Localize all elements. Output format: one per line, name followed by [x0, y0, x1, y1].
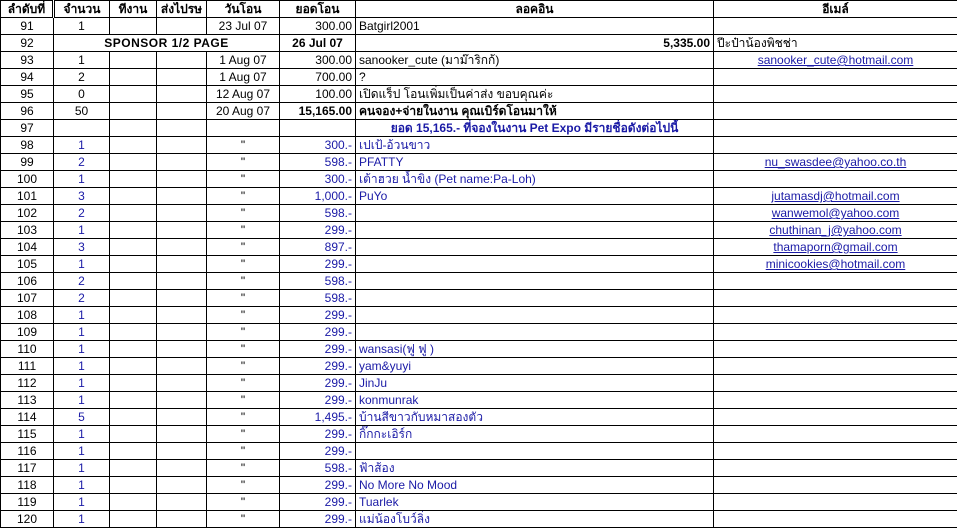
- cell-login[interactable]: Tuarlek: [356, 494, 714, 511]
- cell-no[interactable]: 107: [1, 290, 54, 307]
- cell-login[interactable]: เปเป้-อ้วนขาว: [356, 137, 714, 154]
- cell-login[interactable]: Batgirl2001: [356, 18, 714, 35]
- cell-email[interactable]: [714, 477, 957, 494]
- cell-login[interactable]: sanooker_cute (มาม๊าริกก้): [356, 52, 714, 69]
- cell-qty[interactable]: 1: [54, 137, 110, 154]
- cell-post[interactable]: [157, 324, 207, 341]
- cell-login[interactable]: [356, 290, 714, 307]
- cell-email[interactable]: [714, 307, 957, 324]
- cell-post[interactable]: [157, 494, 207, 511]
- cell-date[interactable]: ": [207, 324, 280, 341]
- cell-email[interactable]: chuthinan_j@yahoo.com: [714, 222, 957, 239]
- cell-email[interactable]: sanooker_cute@hotmail.com: [714, 52, 957, 69]
- table-row: [1, 188, 957, 205]
- table-row: [1, 511, 957, 528]
- cell-booth[interactable]: [110, 222, 157, 239]
- cell-amount[interactable]: 598.-: [280, 205, 356, 222]
- cell-login[interactable]: ปีะป๋าน้องพิชช่า: [714, 35, 957, 52]
- cell-booth[interactable]: [110, 52, 157, 69]
- cell-date[interactable]: ": [207, 494, 280, 511]
- cell-post[interactable]: [157, 103, 207, 120]
- header-login[interactable]: ลอคอิน: [356, 1, 714, 18]
- cell-amount[interactable]: 100.00: [280, 86, 356, 103]
- cell-qty[interactable]: 1: [54, 460, 110, 477]
- cell-no[interactable]: 118: [1, 477, 54, 494]
- cell-booth[interactable]: [110, 120, 157, 137]
- cell-no[interactable]: 100: [1, 171, 54, 188]
- cell-login[interactable]: PFATTY: [356, 154, 714, 171]
- cell-qty[interactable]: 2: [54, 205, 110, 222]
- cell-email[interactable]: [714, 358, 957, 375]
- cell-post[interactable]: [157, 171, 207, 188]
- cell-post[interactable]: [157, 307, 207, 324]
- cell-date[interactable]: 20 Aug 07: [207, 103, 280, 120]
- cell-email[interactable]: [714, 171, 957, 188]
- cell-date[interactable]: ": [207, 460, 280, 477]
- cell-booth[interactable]: [110, 307, 157, 324]
- cell-email[interactable]: [714, 273, 957, 290]
- table-row: [1, 239, 957, 256]
- cell-qty[interactable]: 2: [54, 273, 110, 290]
- cell-booth[interactable]: [110, 137, 157, 154]
- cell-no[interactable]: 104: [1, 239, 54, 256]
- cell-email[interactable]: [714, 18, 957, 35]
- cell-booth[interactable]: [110, 358, 157, 375]
- cell-booth[interactable]: [110, 188, 157, 205]
- table-row: [1, 443, 957, 460]
- cell-post[interactable]: [157, 52, 207, 69]
- cell-email[interactable]: [714, 494, 957, 511]
- cell-email[interactable]: [714, 69, 957, 86]
- cell-email[interactable]: [714, 460, 957, 477]
- cell-qty[interactable]: 0: [54, 86, 110, 103]
- cell-date[interactable]: ": [207, 256, 280, 273]
- cell-login[interactable]: เต้าฮวย น้ำขิง (Pet name:Pa-Loh): [356, 171, 714, 188]
- cell-post[interactable]: [157, 273, 207, 290]
- cell-no[interactable]: 114: [1, 409, 54, 426]
- cell-email[interactable]: [714, 120, 957, 137]
- cell-post[interactable]: [157, 409, 207, 426]
- cell-email[interactable]: [714, 375, 957, 392]
- cell-login[interactable]: JinJu: [356, 375, 714, 392]
- cell-date[interactable]: ": [207, 239, 280, 256]
- cell-qty[interactable]: 1: [54, 392, 110, 409]
- cell-post[interactable]: [157, 137, 207, 154]
- cell-amount[interactable]: 299.-: [280, 256, 356, 273]
- cell-login[interactable]: เปิดแร็ป โอนเพิ่มเป็นค่าส่ง ขอบคุณค่ะ: [356, 86, 714, 103]
- cell-no[interactable]: 98: [1, 137, 54, 154]
- cell-booth[interactable]: [110, 86, 157, 103]
- cell-date[interactable]: ": [207, 477, 280, 494]
- cell-login[interactable]: [356, 222, 714, 239]
- cell-email[interactable]: thamaporn@gmail.com: [714, 239, 957, 256]
- cell-login[interactable]: No More No Mood: [356, 477, 714, 494]
- cell-no[interactable]: 106: [1, 273, 54, 290]
- cell-no[interactable]: 111: [1, 358, 54, 375]
- cell-post[interactable]: [157, 239, 207, 256]
- cell-no[interactable]: 103: [1, 222, 54, 239]
- cell-login[interactable]: บ้านสีขาวกับหมาสองตัว: [356, 409, 714, 426]
- cell-no[interactable]: 95: [1, 86, 54, 103]
- cell-booth[interactable]: [110, 409, 157, 426]
- cell-qty[interactable]: 1: [54, 443, 110, 460]
- cell-booth[interactable]: [110, 171, 157, 188]
- cell-email[interactable]: wanwemol@yahoo.com: [714, 205, 957, 222]
- cell-date[interactable]: ": [207, 154, 280, 171]
- cell-date[interactable]: ": [207, 205, 280, 222]
- cell-no[interactable]: 116: [1, 443, 54, 460]
- cell-booth[interactable]: [110, 443, 157, 460]
- cell-amount[interactable]: 299.-: [280, 392, 356, 409]
- cell-post[interactable]: [157, 341, 207, 358]
- cell-qty[interactable]: 1: [54, 256, 110, 273]
- cell-post[interactable]: [157, 460, 207, 477]
- table-row: [1, 18, 957, 35]
- cell-amount[interactable]: 300.-: [280, 137, 356, 154]
- cell-date[interactable]: 12 Aug 07: [207, 86, 280, 103]
- cell-qty[interactable]: 3: [54, 239, 110, 256]
- cell-date[interactable]: [207, 120, 280, 137]
- cell-qty[interactable]: 1: [54, 511, 110, 528]
- cell-login[interactable]: [356, 273, 714, 290]
- cell-booth[interactable]: [110, 324, 157, 341]
- cell-qty[interactable]: 2: [54, 154, 110, 171]
- header-no[interactable]: ลำดับที่: [1, 1, 54, 18]
- table-row: [1, 256, 957, 273]
- cell-no[interactable]: 117: [1, 460, 54, 477]
- cell-login[interactable]: PuYo: [356, 188, 714, 205]
- cell-qty[interactable]: 1: [54, 341, 110, 358]
- cell-booth[interactable]: [110, 239, 157, 256]
- cell-email[interactable]: [714, 324, 957, 341]
- cell-email[interactable]: [714, 290, 957, 307]
- cell-no[interactable]: 119: [1, 494, 54, 511]
- table-row: [1, 426, 957, 443]
- cell-date[interactable]: ": [207, 137, 280, 154]
- header-booth[interactable]: ทีงาน: [110, 1, 157, 18]
- table-row: [1, 392, 957, 409]
- cell-no[interactable]: 97: [1, 120, 54, 137]
- header-date[interactable]: วันโอน: [207, 1, 280, 18]
- header-qty[interactable]: จำนวน: [54, 1, 110, 18]
- cell-qty[interactable]: 1: [54, 18, 110, 35]
- cell-booth[interactable]: [110, 154, 157, 171]
- cell-email[interactable]: [714, 426, 957, 443]
- cell-date[interactable]: ": [207, 392, 280, 409]
- table-row: [1, 477, 957, 494]
- cell-post[interactable]: [157, 18, 207, 35]
- cell-date[interactable]: ": [207, 375, 280, 392]
- cell-qty[interactable]: 5: [54, 409, 110, 426]
- table-row: [1, 52, 957, 69]
- cell-email[interactable]: minicookies@hotmail.com: [714, 256, 957, 273]
- cell-qty[interactable]: 1: [54, 375, 110, 392]
- cell-email[interactable]: [714, 443, 957, 460]
- cell-email[interactable]: [714, 86, 957, 103]
- cell-email[interactable]: [714, 392, 957, 409]
- cell-amount[interactable]: 1,495.-: [280, 409, 356, 426]
- cell-login[interactable]: กิ๊กกะเอิร์ก: [356, 426, 714, 443]
- cell-amount[interactable]: 5,335.00: [356, 35, 714, 52]
- cell-booth[interactable]: [110, 477, 157, 494]
- cell-sponsor[interactable]: SPONSOR 1/2 PAGE: [54, 35, 280, 52]
- header-post[interactable]: ส่งไปรษ: [157, 1, 207, 18]
- cell-email[interactable]: jutamasdj@hotmail.com: [714, 188, 957, 205]
- cell-post[interactable]: [157, 222, 207, 239]
- cell-login[interactable]: ?: [356, 69, 714, 86]
- cell-login[interactable]: [356, 256, 714, 273]
- cell-post[interactable]: [157, 120, 207, 137]
- cell-login[interactable]: ฟ้าส้อง: [356, 460, 714, 477]
- cell-no[interactable]: 120: [1, 511, 54, 528]
- table-row: [1, 137, 957, 154]
- cell-qty[interactable]: 1: [54, 494, 110, 511]
- cell-post[interactable]: [157, 188, 207, 205]
- cell-date[interactable]: ": [207, 188, 280, 205]
- cell-no[interactable]: 112: [1, 375, 54, 392]
- cell-note[interactable]: ยอด 15,165.- ที่จองในงาน Pet Expo มีรายชื่อดังต่อไปนี้: [356, 120, 714, 137]
- cell-qty[interactable]: 1: [54, 324, 110, 341]
- cell-amount[interactable]: 300.-: [280, 171, 356, 188]
- cell-amount[interactable]: 299.-: [280, 511, 356, 528]
- cell-date[interactable]: 26 Jul 07: [280, 35, 356, 52]
- table-row: [1, 69, 957, 86]
- cell-booth[interactable]: [110, 103, 157, 120]
- cell-amount[interactable]: 598.-: [280, 460, 356, 477]
- cell-date[interactable]: ": [207, 222, 280, 239]
- cell-login[interactable]: [356, 239, 714, 256]
- cell-amount[interactable]: 299.-: [280, 426, 356, 443]
- cell-date[interactable]: ": [207, 409, 280, 426]
- cell-amount[interactable]: 299.-: [280, 358, 356, 375]
- cell-date[interactable]: ": [207, 511, 280, 528]
- cell-no[interactable]: 102: [1, 205, 54, 222]
- cell-no[interactable]: 108: [1, 307, 54, 324]
- cell-date[interactable]: ": [207, 171, 280, 188]
- cell-no[interactable]: 110: [1, 341, 54, 358]
- cell-email[interactable]: nu_swasdee@yahoo.co.th: [714, 154, 957, 171]
- cell-amount[interactable]: 299.-: [280, 443, 356, 460]
- table-row: [1, 205, 957, 222]
- cell-no[interactable]: 91: [1, 18, 54, 35]
- header-email[interactable]: อีเมล์: [714, 1, 957, 18]
- cell-login[interactable]: [356, 205, 714, 222]
- cell-post[interactable]: [157, 375, 207, 392]
- cell-amount[interactable]: 598.-: [280, 154, 356, 171]
- cell-amount[interactable]: 15,165.00: [280, 103, 356, 120]
- cell-booth[interactable]: [110, 511, 157, 528]
- cell-qty[interactable]: 1: [54, 307, 110, 324]
- table-body: [1, 18, 957, 528]
- cell-post[interactable]: [157, 205, 207, 222]
- cell-amount[interactable]: 897.-: [280, 239, 356, 256]
- table-row: [1, 307, 957, 324]
- cell-booth[interactable]: [110, 256, 157, 273]
- cell-amount[interactable]: 299.-: [280, 307, 356, 324]
- cell-date[interactable]: ": [207, 341, 280, 358]
- cell-post[interactable]: [157, 426, 207, 443]
- cell-amount[interactable]: 598.-: [280, 290, 356, 307]
- cell-qty[interactable]: 2: [54, 290, 110, 307]
- cell-date[interactable]: ": [207, 307, 280, 324]
- cell-login[interactable]: [356, 324, 714, 341]
- cell-amount[interactable]: 299.-: [280, 222, 356, 239]
- table-row: [1, 35, 957, 52]
- cell-post[interactable]: [157, 290, 207, 307]
- cell-amount[interactable]: [280, 120, 356, 137]
- cell-login[interactable]: konmunrak: [356, 392, 714, 409]
- cell-post[interactable]: [157, 443, 207, 460]
- cell-date[interactable]: 1 Aug 07: [207, 52, 280, 69]
- cell-amount[interactable]: 300.00: [280, 18, 356, 35]
- cell-qty[interactable]: 1: [54, 477, 110, 494]
- cell-date[interactable]: ": [207, 273, 280, 290]
- cell-post[interactable]: [157, 511, 207, 528]
- cell-no[interactable]: 109: [1, 324, 54, 341]
- cell-booth[interactable]: [110, 426, 157, 443]
- cell-date[interactable]: ": [207, 443, 280, 460]
- cell-no[interactable]: 105: [1, 256, 54, 273]
- cell-no[interactable]: 115: [1, 426, 54, 443]
- table-row: [1, 358, 957, 375]
- cell-qty[interactable]: [54, 120, 110, 137]
- cell-login[interactable]: แม่น้องโบว์ลิ่ง: [356, 511, 714, 528]
- table-row: [1, 375, 957, 392]
- cell-amount[interactable]: 299.-: [280, 341, 356, 358]
- cell-date[interactable]: ": [207, 290, 280, 307]
- cell-qty[interactable]: 1: [54, 222, 110, 239]
- cell-email[interactable]: [714, 137, 957, 154]
- cell-no[interactable]: 113: [1, 392, 54, 409]
- cell-qty[interactable]: 1: [54, 171, 110, 188]
- cell-date[interactable]: 1 Aug 07: [207, 69, 280, 86]
- table-row: [1, 86, 957, 103]
- cell-amount[interactable]: 299.-: [280, 494, 356, 511]
- cell-booth[interactable]: [110, 273, 157, 290]
- table-row: [1, 324, 957, 341]
- table-row: [1, 222, 957, 239]
- cell-amount[interactable]: 300.00: [280, 52, 356, 69]
- cell-no[interactable]: 99: [1, 154, 54, 171]
- cell-email[interactable]: [714, 409, 957, 426]
- cell-post[interactable]: [157, 154, 207, 171]
- cell-email[interactable]: [714, 341, 957, 358]
- cell-no[interactable]: 92: [1, 35, 54, 52]
- header-row: [1, 1, 957, 18]
- cell-booth[interactable]: [110, 69, 157, 86]
- cell-amount[interactable]: 299.-: [280, 477, 356, 494]
- table-row: [1, 120, 957, 137]
- cell-date[interactable]: ": [207, 358, 280, 375]
- cell-no[interactable]: 96: [1, 103, 54, 120]
- cell-booth[interactable]: [110, 341, 157, 358]
- cell-login[interactable]: yam&yuyi: [356, 358, 714, 375]
- cell-post[interactable]: [157, 69, 207, 86]
- cell-login[interactable]: [356, 443, 714, 460]
- cell-login[interactable]: คนจอง+จ่ายในงาน คุณเบิร์ดโอนมาให้: [356, 103, 714, 120]
- cell-login[interactable]: wansasi(ฟู ฟู ): [356, 341, 714, 358]
- table-row: [1, 460, 957, 477]
- cell-qty[interactable]: 1: [54, 52, 110, 69]
- cell-post[interactable]: [157, 358, 207, 375]
- cell-qty[interactable]: 1: [54, 358, 110, 375]
- cell-post[interactable]: [157, 86, 207, 103]
- table-row: [1, 171, 957, 188]
- cell-amount[interactable]: 299.-: [280, 324, 356, 341]
- cell-no[interactable]: 93: [1, 52, 54, 69]
- cell-date[interactable]: ": [207, 426, 280, 443]
- cell-post[interactable]: [157, 477, 207, 494]
- cell-amount[interactable]: 700.00: [280, 69, 356, 86]
- cell-no[interactable]: 101: [1, 188, 54, 205]
- table-row: [1, 154, 957, 171]
- table-row: [1, 409, 957, 426]
- cell-booth[interactable]: [110, 205, 157, 222]
- cell-no[interactable]: 94: [1, 69, 54, 86]
- cell-qty[interactable]: 1: [54, 426, 110, 443]
- table-row: [1, 494, 957, 511]
- cell-qty[interactable]: 2: [54, 69, 110, 86]
- table-row: [1, 290, 957, 307]
- cell-post[interactable]: [157, 392, 207, 409]
- cell-email[interactable]: [714, 103, 957, 120]
- cell-date[interactable]: 23 Jul 07: [207, 18, 280, 35]
- cell-amount[interactable]: 299.-: [280, 375, 356, 392]
- header-amount[interactable]: ยอดโอน: [280, 1, 356, 18]
- cell-booth[interactable]: [110, 375, 157, 392]
- cell-post[interactable]: [157, 256, 207, 273]
- table-row: [1, 103, 957, 120]
- cell-amount[interactable]: 598.-: [280, 273, 356, 290]
- cell-booth[interactable]: [110, 392, 157, 409]
- cell-qty[interactable]: 50: [54, 103, 110, 120]
- cell-amount[interactable]: 1,000.-: [280, 188, 356, 205]
- cell-booth[interactable]: [110, 460, 157, 477]
- cell-booth[interactable]: [110, 494, 157, 511]
- cell-qty[interactable]: 3: [54, 188, 110, 205]
- table-row: [1, 273, 957, 290]
- cell-email[interactable]: [714, 511, 957, 528]
- table-row: [1, 341, 957, 358]
- cell-login[interactable]: [356, 307, 714, 324]
- cell-booth[interactable]: [110, 18, 157, 35]
- cell-booth[interactable]: [110, 290, 157, 307]
